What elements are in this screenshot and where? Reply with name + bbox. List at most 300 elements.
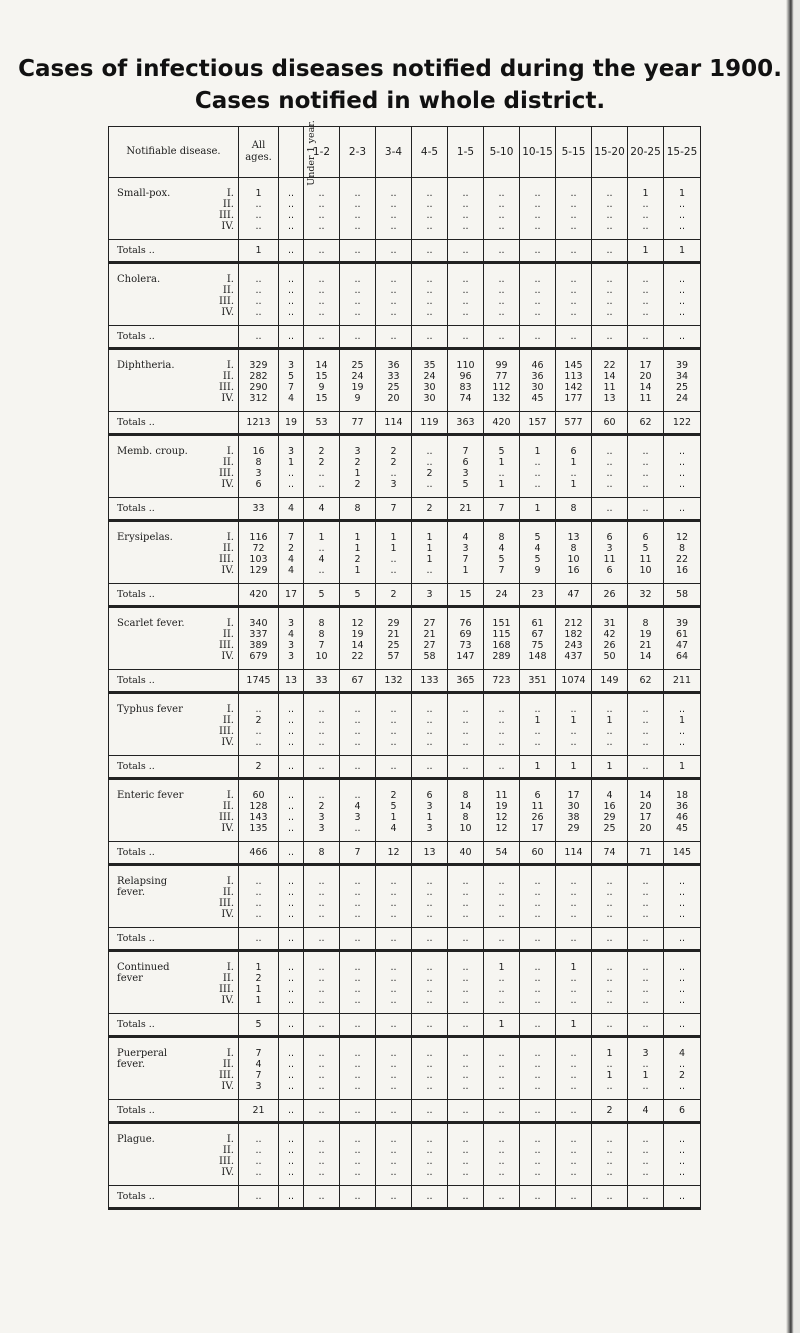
value-cell [412,693,448,756]
value-cell [520,178,556,240]
cell-value: 4 [678,1048,686,1059]
cell-value: 135 [249,823,268,834]
cell-value: .. [318,909,325,920]
cell-value: 31 [603,618,616,629]
disease-line [117,457,234,468]
cell-value: 6 [534,790,541,801]
cell-value: 3 [462,468,469,479]
district-label: I. [226,1048,234,1059]
cell-value: .. [426,210,433,221]
cell-value: .. [498,210,505,221]
cell-value: .. [354,1081,361,1092]
cell-value: 76 [459,618,472,629]
cell-value: .. [287,726,295,737]
cell-value: .. [678,296,686,307]
cell-value: 147 [456,651,475,662]
cell-value: .. [570,468,577,479]
cell-value: 9 [534,565,541,576]
total-value: .. [340,1014,376,1037]
cell-value: 7 [498,565,505,576]
value-cell [448,349,484,412]
cell-value: 25 [387,640,400,651]
disease-name-part: Continued [117,962,170,973]
cell-value: 389 [249,640,268,651]
total-value: .. [376,240,412,263]
district-label: III. [218,1070,234,1081]
total-value: .. [279,1186,304,1209]
district-label: II. [222,543,234,554]
cell-value: .. [318,790,325,801]
cell-value: 151 [492,618,511,629]
cell-value: .. [318,210,325,221]
totals-label: Totals .. [117,589,155,600]
cell-value: 5 [462,479,469,490]
disease-line [117,629,234,640]
cell-value: .. [642,962,649,973]
total-value: .. [376,1014,412,1037]
cell-value: .. [570,307,577,318]
cell-value: .. [606,898,613,909]
cell-value: .. [606,221,613,232]
cell-value: .. [678,984,686,995]
cell-value: 30 [423,393,436,404]
cell-value: .. [462,1070,469,1081]
district-label: IV. [221,479,234,490]
cell-value: 4 [255,1059,262,1070]
cell-value: .. [606,446,613,457]
value-cell [520,693,556,756]
total-value: .. [628,326,664,349]
cell-value: .. [287,898,295,909]
cell-value: .. [534,296,541,307]
total-value: 40 [448,842,484,865]
cell-value: .. [534,887,541,898]
value-cell [340,607,376,670]
value-cell [592,435,628,498]
cell-value: .. [534,995,541,1006]
cell-value: .. [606,307,613,318]
value-cell [376,779,412,842]
cell-value: 14 [315,360,328,371]
cell-value: .. [390,221,397,232]
value-cell [376,521,412,584]
total-value: 33 [304,670,340,693]
cell-value: .. [498,274,505,285]
cell-value: 17 [639,360,652,371]
disease-line [117,1070,234,1081]
value-cell [592,1123,628,1186]
cell-value: 25 [675,382,689,393]
cell-value: .. [318,737,325,748]
value-cell [376,951,412,1014]
value-cell [484,178,520,240]
col-header-1-2: 1-2 [304,127,340,178]
cell-value: 58 [423,651,436,662]
cell-value: 21 [423,629,436,640]
cell-value: .. [426,457,433,468]
value-cell [304,349,340,412]
cell-value: .. [462,1048,469,1059]
total-value: 8 [556,498,592,521]
total-value: .. [448,240,484,263]
disease-line [117,1081,234,1092]
value-cell [279,435,304,498]
cell-value: .. [354,1134,361,1145]
totals-label-cell [109,1186,239,1209]
cell-value: .. [318,984,325,995]
cell-value: 2 [318,801,325,812]
cell-value: 20 [387,393,400,404]
cell-value: .. [678,1059,686,1070]
value-cell [340,865,376,928]
cell-value: .. [642,887,649,898]
total-value: .. [412,756,448,779]
cell-value: 8 [255,457,262,468]
cell-value: .. [462,737,469,748]
cell-value: .. [390,210,397,221]
cell-value: .. [678,973,686,984]
cell-value: 17 [531,823,544,834]
cell-value: 69 [459,629,472,640]
table-header-row [109,127,701,178]
value-cell [279,1123,304,1186]
district-label: IV. [221,1167,234,1178]
disease-line [117,726,234,737]
cell-value: 3 [255,1081,262,1092]
value-cell [520,435,556,498]
disease-line [117,887,234,898]
value-cell [556,1123,592,1186]
cell-value: .. [570,188,577,199]
total-value: 133 [412,670,448,693]
total-value: 21 [448,498,484,521]
col-header-15-20: 15-20 [592,127,628,178]
cell-value: 7 [287,382,295,393]
cell-value: 22 [603,360,616,371]
cell-value: 25 [603,823,616,834]
value-cell [520,521,556,584]
cell-value: .. [318,1059,325,1070]
cell-value: 6 [255,479,262,490]
value-cell [239,865,279,928]
cell-value: 3 [354,812,361,823]
cell-value: .. [498,1081,505,1092]
col-header-under-1-label: Under 1 year. [305,120,317,186]
cell-value: .. [678,876,686,887]
district-label: I. [226,360,234,371]
disease-name-part: Memb. croup. [117,446,188,457]
value-cell [376,178,412,240]
totals-label-cell [109,412,239,435]
value-cell [239,1037,279,1100]
cell-value: .. [318,726,325,737]
total-value: .. [279,240,304,263]
cell-value: 3 [642,1048,649,1059]
cell-value: 30 [531,382,544,393]
page-title: Cases of infectious diseases notified during the year 1900. [18,56,782,82]
totals-label: Totals .. [117,245,155,256]
disease-name-part: Small-pox. [117,188,171,199]
cell-value: .. [498,307,505,318]
cell-value: .. [462,210,469,221]
value-cell [340,1123,376,1186]
cell-value: 20 [639,371,652,382]
total-value: .. [520,240,556,263]
total-value: .. [520,1014,556,1037]
disease-line [117,812,234,823]
disease-line [117,790,234,801]
cell-value: .. [426,737,433,748]
cell-value: 132 [492,393,511,404]
total-value: 4 [304,498,340,521]
cell-value: 3 [287,446,295,457]
district-label: III. [218,812,234,823]
disease-line [117,909,234,920]
cell-value: .. [606,285,613,296]
cell-value: .. [354,790,361,801]
cell-value: 148 [528,651,547,662]
total-value: .. [520,928,556,951]
value-cell [664,951,701,1014]
cell-value: .. [255,1167,262,1178]
total-value: 1 [628,240,664,263]
cell-value: .. [606,1059,613,1070]
value-cell [448,865,484,928]
total-value: .. [304,1100,340,1123]
cell-value: .. [642,737,649,748]
cell-value: .. [318,1081,325,1092]
total-value: .. [448,756,484,779]
value-cell [239,263,279,326]
total-value: 32 [628,584,664,607]
cell-value: .. [255,909,262,920]
cell-value: 6 [462,457,469,468]
value-cell [556,607,592,670]
cell-value: .. [354,984,361,995]
total-value: 8 [340,498,376,521]
cell-value: .. [642,221,649,232]
cell-value: .. [606,199,613,210]
cell-value: .. [318,296,325,307]
cell-value: 4 [287,393,295,404]
cell-value: 7 [462,446,469,457]
cell-value: 10 [567,554,580,565]
value-cell [340,951,376,1014]
total-value: .. [239,1186,279,1209]
value-cell [279,178,304,240]
cell-value: .. [287,801,295,812]
cell-value: 1 [498,962,505,973]
cell-value: .. [354,726,361,737]
cell-value: .. [606,1167,613,1178]
disease-name-part: Typhus fever [117,704,183,715]
cell-value: .. [534,210,541,221]
cell-value: .. [426,1048,433,1059]
cell-value: 4 [354,801,361,812]
totals-label-cell [109,842,239,865]
total-value: 7 [340,842,376,865]
total-value: 67 [340,670,376,693]
disease-line [117,393,234,404]
cell-value: .. [354,274,361,285]
col-header-disease: Notifiable disease. [109,127,239,178]
cell-value: 282 [249,371,268,382]
cell-value: .. [354,887,361,898]
cell-value: .. [318,1070,325,1081]
cell-value: .. [354,296,361,307]
cell-value: 1 [390,812,397,823]
value-cell [592,779,628,842]
disease-block [109,951,701,1014]
total-value: 19 [279,412,304,435]
cell-value: 3 [606,543,613,554]
disease-line [117,554,234,565]
value-cell [628,951,664,1014]
cell-value: .. [534,1134,541,1145]
value-cell [279,349,304,412]
total-value: 5 [239,1014,279,1037]
disease-line [117,995,234,1006]
cell-value: 1 [255,962,262,973]
cell-value: 27 [423,618,436,629]
cell-value: .. [606,1081,613,1092]
cell-value: .. [606,962,613,973]
total-value: .. [448,326,484,349]
total-value: 1 [484,1014,520,1037]
cell-value: 25 [351,360,364,371]
value-cell [664,349,701,412]
disease-name-cell [109,693,239,756]
cell-value: .. [678,887,686,898]
district-label: III. [218,468,234,479]
cell-value: 17 [639,812,652,823]
value-cell [279,521,304,584]
totals-row [109,1014,701,1037]
cell-value: 50 [603,651,616,662]
value-cell [340,779,376,842]
cell-value: 67 [531,629,544,640]
value-cell [556,693,592,756]
cell-value: .. [462,973,469,984]
district-label: I. [226,618,234,629]
disease-block [109,693,701,756]
cell-value: .. [570,285,577,296]
total-value: 71 [628,842,664,865]
cell-value: .. [606,973,613,984]
cell-value: 34 [675,371,689,382]
district-label: IV. [221,909,234,920]
cell-value: .. [606,887,613,898]
value-cell [448,1037,484,1100]
total-value: .. [279,1014,304,1037]
value-cell [628,178,664,240]
cell-value: 26 [531,812,544,823]
cell-value: 9 [354,393,361,404]
cell-value: .. [287,199,295,210]
cell-value: .. [462,188,469,199]
cell-value: .. [642,1145,649,1156]
cell-value: 96 [459,371,472,382]
cell-value: .. [462,898,469,909]
total-value: .. [304,1186,340,1209]
totals-label-cell [109,240,239,263]
disease-name-part: Diphtheria. [117,360,175,371]
value-cell [484,521,520,584]
cell-value: .. [498,468,505,479]
value-cell [304,1123,340,1186]
value-cell [484,435,520,498]
total-value: .. [304,756,340,779]
total-value: .. [520,326,556,349]
value-cell [340,435,376,498]
disease-line [117,307,234,318]
value-cell [592,1037,628,1100]
value-cell [304,951,340,1014]
cell-value: .. [390,887,397,898]
disease-line [117,876,234,887]
cell-value: 26 [603,640,616,651]
disease-line [117,468,234,479]
value-cell [556,178,592,240]
totals-label-cell [109,584,239,607]
cell-value: .. [606,210,613,221]
cell-value: .. [390,715,397,726]
total-value: .. [556,240,592,263]
cell-value: 30 [567,801,580,812]
page-edge-shadow [786,0,800,1333]
total-value: 114 [556,842,592,865]
cell-value: .. [426,715,433,726]
disease-line [117,479,234,490]
cell-value: 243 [564,640,583,651]
disease-line [117,285,234,296]
cell-value: .. [642,296,649,307]
cell-value: 14 [639,790,652,801]
total-value: .. [484,326,520,349]
cell-value: .. [255,887,262,898]
cell-value: .. [678,898,686,909]
cell-value: .. [678,726,686,737]
cell-value: .. [498,715,505,726]
cell-value: 2 [318,457,325,468]
cell-value: 1 [570,715,577,726]
cell-value: 1 [354,532,361,543]
cell-value: 329 [249,360,268,371]
total-value: .. [556,326,592,349]
cell-value: .. [426,995,433,1006]
cell-value: 312 [249,393,268,404]
cell-value: .. [606,737,613,748]
value-cell [304,521,340,584]
cell-value: .. [287,307,295,318]
cell-value: 3 [318,812,325,823]
cell-value: 39 [675,618,689,629]
col-header-10-15: 10-15 [520,127,556,178]
cell-value: 16 [603,801,616,812]
disease-line [117,823,234,834]
cell-value: 4 [606,790,613,801]
cell-value: 340 [249,618,268,629]
cell-value: 7 [287,532,295,543]
disease-line [117,898,234,909]
cell-value: .. [534,1145,541,1156]
cell-value: .. [498,1134,505,1145]
disease-name-part: Erysipelas. [117,532,173,543]
total-value: 74 [592,842,628,865]
total-value: 60 [592,412,628,435]
cell-value: .. [462,704,469,715]
cell-value: .. [534,274,541,285]
